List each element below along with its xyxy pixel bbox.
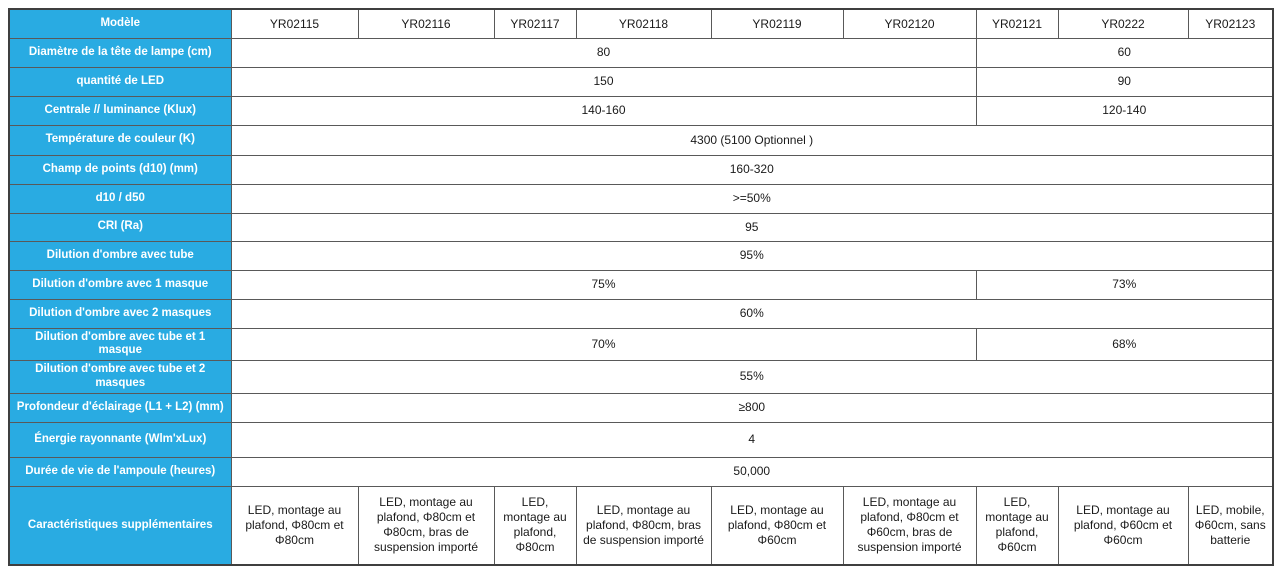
spec-row-label: Dilution d'ombre avec 1 masque xyxy=(9,270,231,299)
spec-row xyxy=(9,67,1273,96)
spec-row xyxy=(9,393,1273,422)
spec-value-cell: LED, mobile, Φ60cm, sans batterie xyxy=(1188,486,1273,565)
model-column-header: YR02120 xyxy=(843,9,976,38)
spec-row-label: Dilution d'ombre avec 2 masques xyxy=(9,299,231,328)
spec-row-label: CRI (Ra) xyxy=(9,213,231,241)
spec-row xyxy=(9,457,1273,486)
spec-value-cell: >=50% xyxy=(231,184,1273,213)
spec-value-cell: 50,000 xyxy=(231,457,1273,486)
spec-row xyxy=(9,422,1273,457)
spec-value-cell: LED, montage au plafond, Φ80cm et Φ60cm xyxy=(711,486,843,565)
model-column-header: YR02115 xyxy=(231,9,358,38)
model-column-header: YR0222 xyxy=(1058,9,1188,38)
spec-row-label: d10 / d50 xyxy=(9,184,231,213)
spec-value-cell: 140-160 xyxy=(231,96,976,125)
spec-row-label: Dilution d'ombre avec tube et 2 masques xyxy=(9,361,231,394)
spec-row xyxy=(9,184,1273,213)
spec-row xyxy=(9,270,1273,299)
model-column-header: YR02123 xyxy=(1188,9,1273,38)
spec-value-cell: 60 xyxy=(976,38,1273,67)
spec-row xyxy=(9,96,1273,125)
spec-value-cell: 95 xyxy=(231,213,1273,241)
model-column-header: YR02117 xyxy=(494,9,576,38)
spec-row-label: Température de couleur (K) xyxy=(9,125,231,155)
spec-row xyxy=(9,328,1273,361)
spec-row-label: Énergie rayonnante (Wlm'xLux) xyxy=(9,422,231,457)
spec-row-label: quantité de LED xyxy=(9,67,231,96)
spec-value-cell: 70% xyxy=(231,328,976,361)
spec-row xyxy=(9,125,1273,155)
spec-row-label: Diamètre de la tête de lampe (cm) xyxy=(9,38,231,67)
spec-value-cell: 95% xyxy=(231,241,1273,270)
spec-value-cell: 150 xyxy=(231,67,976,96)
spec-value-cell: LED, montage au plafond, Φ60cm xyxy=(976,486,1058,565)
spec-row xyxy=(9,213,1273,241)
spec-value-cell: 68% xyxy=(976,328,1273,361)
spec-value-cell: LED, montage au plafond, Φ80cm xyxy=(494,486,576,565)
spec-row-label: Dilution d'ombre avec tube xyxy=(9,241,231,270)
spec-row-label: Durée de vie de l'ampoule (heures) xyxy=(9,457,231,486)
spec-row-label: Dilution d'ombre avec tube et 1 masque xyxy=(9,328,231,361)
spec-value-cell: 4300 (5100 Optionnel ) xyxy=(231,125,1273,155)
model-column-header: YR02121 xyxy=(976,9,1058,38)
spec-value-cell: 75% xyxy=(231,270,976,299)
spec-value-cell: ≥800 xyxy=(231,393,1273,422)
spec-value-cell: LED, montage au plafond, Φ80cm, bras de suspension importé xyxy=(576,486,711,565)
model-column-header: YR02118 xyxy=(576,9,711,38)
spec-value-cell: 120-140 xyxy=(976,96,1273,125)
product-spec-table xyxy=(8,8,1274,566)
spec-value-cell: LED, montage au plafond, Φ60cm et Φ60cm xyxy=(1058,486,1188,565)
spec-row xyxy=(9,38,1273,67)
spec-value-cell: 160-320 xyxy=(231,155,1273,184)
spec-row-label: Profondeur d'éclairage (L1 + L2) (mm) xyxy=(9,393,231,422)
spec-row xyxy=(9,361,1273,394)
spec-row xyxy=(9,241,1273,270)
spec-value-cell: 4 xyxy=(231,422,1273,457)
spec-value-cell: 60% xyxy=(231,299,1273,328)
model-column-header: YR02116 xyxy=(358,9,494,38)
model-header-row xyxy=(9,9,1273,38)
spec-row xyxy=(9,299,1273,328)
spec-row xyxy=(9,155,1273,184)
spec-value-cell: LED, montage au plafond, Φ80cm et Φ60cm, bras de suspension importé xyxy=(843,486,976,565)
spec-value-cell: 80 xyxy=(231,38,976,67)
spec-row-label: Caractéristiques supplémentaires xyxy=(9,486,231,565)
spec-row-label: Champ de points (d10) (mm) xyxy=(9,155,231,184)
spec-value-cell: LED, montage au plafond, Φ80cm et Φ80cm xyxy=(231,486,358,565)
spec-row-label: Centrale // luminance (Klux) xyxy=(9,96,231,125)
spec-row xyxy=(9,486,1273,565)
model-column-header: YR02119 xyxy=(711,9,843,38)
model-corner-label: Modèle xyxy=(9,9,231,38)
spec-value-cell: LED, montage au plafond, Φ80cm et Φ80cm, bras de suspension importé xyxy=(358,486,494,565)
spec-value-cell: 90 xyxy=(976,67,1273,96)
spec-value-cell: 55% xyxy=(231,361,1273,394)
spec-value-cell: 73% xyxy=(976,270,1273,299)
